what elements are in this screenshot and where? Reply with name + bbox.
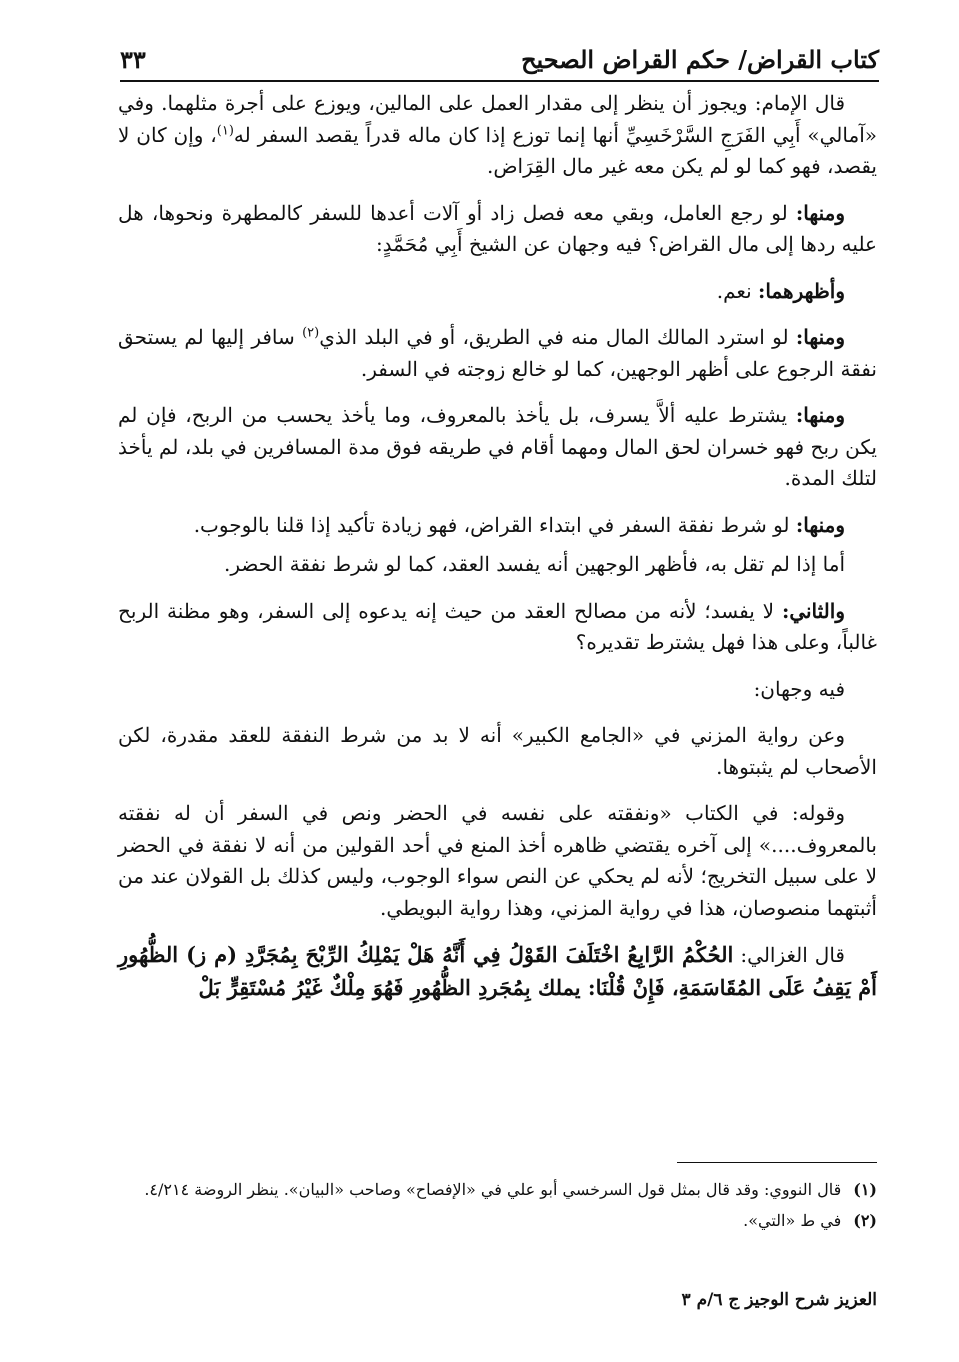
paragraph: ومنها: لو رجع العامل، وبقي معه فصل زاد أو آلات أعدها للسفر كالمطهرة ونحوها، هل عليه ردها إلى مال القراض؟ فيه وجهان عن الشيخ أَبِي مُحَمَّدٍ: — [118, 200, 877, 256]
paragraph: ومنها: يشترط عليه ألاَّ يسرف، بل يأخذ بالمعروف، وما يأخذ يحسب من الربح، فإن لم يكن ربح فهو خسران لحق المال ومهما أقام في طريقه فوق مدة المسافرين في بلد، لم يأخذ لتلك المدة. — [118, 403, 877, 490]
paragraph-lead: ومنها: — [795, 512, 845, 537]
paragraph: قال الغزالي: الحُكْمُ الرَّابِعُ اخْتَلَفَ القَوْلُ فِي أَنَّهُ هَلْ يَمْلِكُ الرِّبْحَ بِمُجَرَّدِ (م ز) الظُّهُورِ أَمْ يَقِفُ عَلَى المُقَاسَمَةِ، فَإِنْ قُلْنَا: يملك بِمُجَردِ الظُّهُورِ فَهُوَ مِلْكٌ غَيْرُ مُسْتَقِرٍّ بَلْ — [118, 942, 877, 1000]
paragraph: وقوله: في الكتاب «ونفقته على نفسه في الحضر ونص في السفر أن له نفقته بالمعروف....» إلى آخره يقتضي ظاهره أخذ المنع في أحد القولين من أنه لا نفقة في الحضر لا على سبيل التخريج؛ لأنه لم يحكي عن النص سواء الوجوب، وليس كذلك بل القولان عند من أثبتهما منصوصان، هذا في رواية المزني، وهذا رواية البويطي. — [118, 801, 877, 920]
paragraph-lead: وأظهرهما: — [758, 278, 845, 303]
footnote-ref: (٢) — [302, 325, 320, 341]
page-header — [120, 28, 879, 82]
page-number: ٣٣ — [120, 45, 146, 74]
paragraph: وأظهرهما: نعم. — [716, 278, 845, 303]
paragraph: أما إذا لم تقل به، فأظهر الوجهين أنه يفسد العقد، كما لو شرط نفقة الحضر. — [224, 552, 845, 576]
paragraph: وعن رواية المزني في «الجامع الكبير» أنه لا بد من شرط النفقة للعقد مقدرة، لكن الأصحاب لم يثبتوها. — [118, 723, 877, 779]
paragraph: ومنها: لو استرد المالك المال منه في الطريق، أو في البلد الذي$^{(٢)}$ سافر إليها لم يستحق نفقة الرجوع على أظهر الوجهين، كما لو خالع زوجته في السفر. — [118, 325, 877, 381]
paragraph: فيه وجهان: — [753, 676, 845, 701]
main-text — [118, 88, 877, 1019]
paragraph-lead: ومنها: — [795, 325, 846, 349]
signature-line: العزيز شرح الوجيز ج ٦/م ٣ — [681, 1290, 877, 1310]
paragraph-lead: ومنها: — [795, 403, 845, 427]
footnote-separator — [677, 1162, 877, 1163]
paragraph: والثاني: لا يفسد؛ لأنه من مصالح العقد من حيث إنه يدعوه إلى السفر، وهو مظنة الربح غالباً، وعلى هذا فهل يشترط تقديره؟ — [118, 598, 877, 654]
paragraph: قال الإمام: ويجوز أن ينظر إلى مقدار العمل على المالين، ويوزع على أجرة مثلهما. وفي «آمالي» أَبِي الفَرَجِ السَّرْخَسِيِّ أنها إنما توزع إذا كان ماله قدراً يقصد السفر له$^{(١)}$، وإن كان لا يقصد، فهو كما لو لم يكن معه غير مال القِرَاض. — [118, 91, 877, 178]
quoted-text: الحُكْمُ الرَّابِعُ اخْتَلَفَ القَوْلُ فِي أَنَّهُ هَلْ يَمْلِكُ الرِّبْحَ بِمُجَرَّدِ (م ز) الظُّهُورِ أَمْ يَقِفُ عَلَى المُقَاسَمَةِ، فَإِنْ قُلْنَا: يملك بِمُجَردِ الظُّهُورِ فَهُوَ مِلْكٌ غَيْرُ مُسْتَقِرٍّ بَلْ — [118, 942, 877, 1000]
footnote: (٢)في ط «التي». — [743, 1211, 877, 1230]
footnote-ref: (١) — [216, 122, 234, 138]
footnotes — [118, 1176, 877, 1238]
paragraph-lead: ومنها: — [795, 200, 845, 225]
paragraph-lead: والثاني: — [781, 598, 845, 623]
footnote: (١)قال النووي: وقد قال بمثل قول السرخسي أبو علي في «الإفصاح» وصاحب «البيان». ينظر الروضة ٤/٢١٤. — [144, 1180, 877, 1199]
paragraph: ومنها: لو شرط نفقة السفر في ابتداء القراض، فهو زيادة تأكيد إذا قلنا بالوجوب. — [193, 512, 845, 537]
running-title: كتاب القراض/ حكم القراض الصحيح — [521, 45, 879, 74]
